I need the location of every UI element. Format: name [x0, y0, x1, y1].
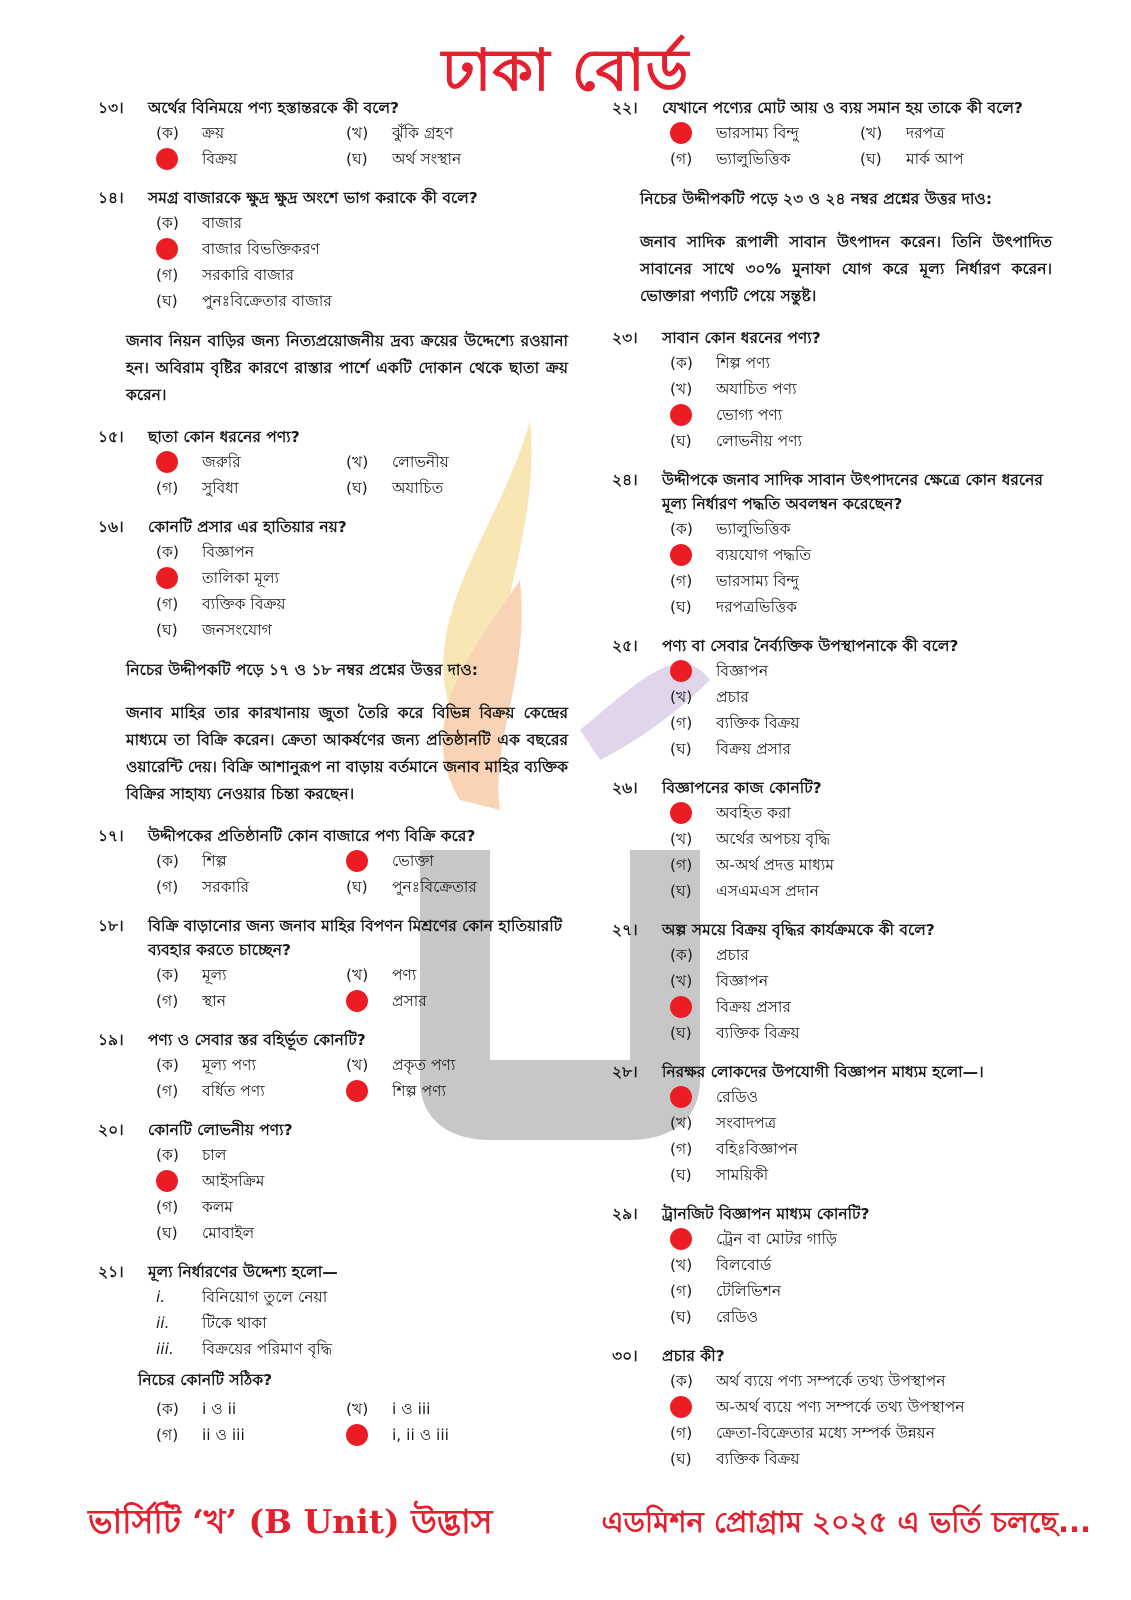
- answer-dot-icon: [670, 1086, 692, 1108]
- answer-dot-icon: [670, 802, 692, 824]
- option-kha[interactable]: (খ) অযাচিত পণ্য: [670, 380, 797, 398]
- question-19: [98, 1028, 568, 1104]
- question-14: [98, 186, 568, 314]
- option-kha-answer[interactable]: আইসক্রিম: [156, 1168, 568, 1194]
- question-24: [612, 468, 1052, 620]
- option-ka[interactable]: (ক) শিল্প: [156, 852, 227, 870]
- page-title: ঢাকা বোর্ড: [441, 36, 690, 104]
- option-ka-answer[interactable]: রেডিও: [670, 1084, 1052, 1110]
- question-number: ১৯।: [98, 1031, 124, 1049]
- question-text: সাবান কোন ধরনের পণ্য?: [662, 329, 821, 347]
- question-20: [98, 1118, 568, 1246]
- question-number: ২৭।: [612, 921, 638, 939]
- option-gha[interactable]: (ঘ) দরপত্রভিত্তিক: [670, 598, 797, 616]
- question-text: নিরক্ষর লোকদের উপযোগী বিজ্ঞাপন মাধ্যম হলো—।: [662, 1063, 984, 1081]
- question-text: সমগ্র বাজারকে ক্ষুদ্র ক্ষুদ্র অংশে ভাগ করাকে কী বলে?: [148, 189, 478, 207]
- option-kha[interactable]: (খ) সংবাদপত্র: [670, 1114, 777, 1132]
- statement-item: iii. বিক্রয়ের পরিমাণ বৃদ্ধি: [156, 1340, 333, 1358]
- option-ka-answer[interactable]: অবহিত করা: [670, 800, 1052, 826]
- stimulus-heading: নিচের উদ্দীপকটি পড়ে ১৭ ও ১৮ নম্বর প্রশ্নের উত্তর দাও:: [126, 661, 478, 679]
- question-23: [612, 326, 1052, 454]
- question-number: ২৩।: [612, 329, 638, 347]
- option-kha-answer[interactable]: তালিকা মূল্য: [156, 565, 568, 591]
- option-gha[interactable]: (ঘ) ব্যক্তিক বিক্রয়: [670, 1024, 800, 1042]
- option-gha[interactable]: (ঘ) পুনঃবিক্রেতার বাজার: [156, 292, 332, 310]
- question-13: [98, 96, 568, 172]
- question-26: [612, 776, 1052, 904]
- question-number: ২৪।: [612, 471, 638, 489]
- answer-dot-icon: [346, 1080, 368, 1102]
- question-number: ১৮।: [98, 917, 124, 935]
- option-kha[interactable]: (খ) বিলবোর্ড: [670, 1256, 772, 1274]
- option-gha[interactable]: (ঘ) জনসংযোগ: [156, 621, 272, 639]
- option-ka[interactable]: (ক) অর্থ ব্যয়ে পণ্য সম্পর্কে তথ্য উপস্থাপন: [670, 1372, 946, 1390]
- question-number: ২৯।: [612, 1205, 638, 1223]
- question-25: [612, 634, 1052, 762]
- option-ga-answer[interactable]: বিক্রয়: [156, 146, 346, 172]
- option-gha[interactable]: (ঘ) সাময়িকী: [670, 1166, 769, 1184]
- question-text: পণ্য ও সেবার স্তর বহির্ভূত কোনটি?: [148, 1031, 366, 1049]
- option-kha[interactable]: (খ) i ও iii: [346, 1400, 431, 1418]
- option-ga[interactable]: (গ) ব্যক্তিক বিক্রয়: [670, 714, 800, 732]
- answer-dot-icon: [670, 1396, 692, 1418]
- option-ka[interactable]: (ক) বাজার: [156, 214, 243, 232]
- question-21: [98, 1260, 568, 1448]
- option-kha[interactable]: (খ) পণ্য: [346, 966, 417, 984]
- question-text: ট্রানজিট বিজ্ঞাপন মাধ্যম কোনটি?: [662, 1205, 870, 1223]
- option-kha[interactable]: (খ) দরপত্র: [860, 124, 945, 142]
- option-gha[interactable]: (ঘ) পুনঃবিক্রেতার: [346, 878, 477, 896]
- question-text: কোনটি লোভনীয় পণ্য?: [148, 1121, 293, 1139]
- question-number: ৩০।: [612, 1347, 638, 1365]
- answer-dot-icon: [670, 544, 692, 566]
- option-ga[interactable]: (গ) অ-অর্থ প্রদত্ত মাধ্যম: [670, 856, 835, 874]
- footer-brand: ভার্সিটি ‘খ’ (B Unit) উদ্ভাস: [88, 1502, 493, 1541]
- option-ga[interactable]: (গ) ব্যক্তিক বিক্রয়: [156, 595, 286, 613]
- option-ga[interactable]: (গ) কলম: [156, 1198, 234, 1216]
- option-gha-answer[interactable]: i, ii ও iii: [346, 1422, 536, 1448]
- answer-dot-icon: [346, 850, 368, 872]
- option-ga[interactable]: (গ) বর্ধিত পণ্য: [156, 1082, 265, 1100]
- option-ga[interactable]: (গ) টেলিভিশন: [670, 1282, 782, 1300]
- sub-question: নিচের কোনটি সঠিক?: [138, 1371, 273, 1389]
- option-ka[interactable]: (ক) শিল্প পণ্য: [670, 354, 770, 372]
- question-text: মূল্য নির্ধারণের উদ্দেশ্য হলো—: [148, 1263, 338, 1281]
- option-gha-answer[interactable]: প্রসার: [346, 988, 536, 1014]
- option-ga-answer[interactable]: ভোগ্য পণ্য: [670, 402, 1052, 428]
- option-ga[interactable]: (গ) বহিঃবিজ্ঞাপন: [670, 1140, 798, 1158]
- question-text: বিজ্ঞাপনের কাজ কোনটি?: [662, 779, 822, 797]
- answer-dot-icon: [670, 122, 692, 144]
- option-gha-answer[interactable]: শিল্প পণ্য: [346, 1078, 536, 1104]
- option-ka[interactable]: (ক) চাল: [156, 1146, 227, 1164]
- option-kha[interactable]: (খ) বিজ্ঞাপন: [670, 972, 769, 990]
- question-29: [612, 1202, 1052, 1330]
- question-15: [98, 425, 568, 501]
- option-gha[interactable]: (ঘ) অযাচিত: [346, 479, 444, 497]
- question-text: উদ্দীপকে জনাব সাদিক সাবান উৎপাদনের ক্ষেত্রে কোন ধরনের মূল্য নির্ধারণ পদ্ধতি অবলম্বন করেছেন?: [662, 471, 1043, 513]
- statement-item: ii. টিকে থাকা: [156, 1314, 267, 1332]
- question-text: প্রচার কী?: [662, 1347, 725, 1365]
- option-kha-answer[interactable]: বাজার বিভক্তিকরণ: [156, 236, 568, 262]
- option-kha[interactable]: (খ) প্রচার: [670, 688, 749, 706]
- option-gha[interactable]: (ঘ) মার্ক আপ: [860, 150, 964, 168]
- question-number: ২৫।: [612, 637, 638, 655]
- option-kha-answer[interactable]: ভোক্তা: [346, 848, 536, 874]
- option-ga[interactable]: (গ) ক্রেতা-বিক্রেতার মধ্যে সম্পর্ক উন্নয়ন: [670, 1424, 936, 1442]
- option-ka-answer[interactable]: ভারসাম্য বিন্দু: [670, 120, 860, 146]
- answer-dot-icon: [156, 451, 178, 473]
- option-ga[interactable]: (গ) সরকারি: [156, 878, 250, 896]
- question-number: ২৬।: [612, 779, 638, 797]
- option-ka-answer[interactable]: জরুরি: [156, 449, 346, 475]
- option-ka[interactable]: (ক) প্রচার: [670, 946, 749, 964]
- option-ga-answer[interactable]: বিক্রয় প্রসার: [670, 994, 1052, 1020]
- answer-dot-icon: [670, 1228, 692, 1250]
- question-text: বিক্রি বাড়ানোর জন্য জনাব মাহির বিপণন মিশ্রণের কোন হাতিয়ারটি ব্যবহার করতে চাচ্ছেন?: [148, 917, 563, 959]
- option-ka[interactable]: (ক) ভ্যালুভিত্তিক: [670, 520, 791, 538]
- answer-dot-icon: [156, 1170, 178, 1192]
- answer-dot-icon: [156, 567, 178, 589]
- option-ka[interactable]: (ক) ক্রয়: [156, 124, 225, 142]
- question-text: কোনটি প্রসার এর হাতিয়ার নয়?: [148, 518, 347, 536]
- question-number: ১৪।: [98, 189, 124, 207]
- option-kha-answer[interactable]: অ-অর্থ ব্যয়ে পণ্য সম্পর্কে তথ্য উপস্থাপন: [670, 1394, 1052, 1420]
- question-17: [98, 824, 568, 900]
- stimulus-text: জনাব নিয়ন বাড়ির জন্য নিত্যপ্রয়োজনীয় দ্রব্য ক্রয়ের উদ্দেশ্যে রওয়ানা হন। অবিরাম বৃষ্টির কারণে রাস্তার পার্শে একটি দোকান থেকে ছাতা ক্রয় করেন।: [126, 332, 568, 404]
- question-text: অর্থের বিনিময়ে পণ্য হস্তান্তরকে কী বলে?: [148, 99, 400, 117]
- footer-admission-notice: এডমিশন প্রোগ্রাম ২০২৫ এ ভর্তি চলছে...: [601, 1505, 1091, 1539]
- question-number: ১৭।: [98, 827, 124, 845]
- option-ka[interactable]: (ক) বিজ্ঞাপন: [156, 543, 255, 561]
- question-number: ১৩।: [98, 99, 124, 117]
- option-ka-answer[interactable]: বিজ্ঞাপন: [670, 658, 1052, 684]
- option-kha[interactable]: (খ) প্রকৃত পণ্য: [346, 1056, 456, 1074]
- answer-dot-icon: [156, 148, 178, 170]
- answer-dot-icon: [346, 990, 368, 1012]
- option-kha[interactable]: (খ) ঝুঁকি গ্রহণ: [346, 124, 454, 142]
- question-number: ২০।: [98, 1121, 124, 1139]
- option-gha[interactable]: (ঘ) বিক্রয় প্রসার: [670, 740, 791, 758]
- option-ka-answer[interactable]: ট্রেন বা মোটর গাড়ি: [670, 1226, 1052, 1252]
- option-ga[interactable]: (গ) ii ও iii: [156, 1426, 245, 1444]
- option-gha[interactable]: (ঘ) অর্থ সংস্থান: [346, 150, 462, 168]
- question-30: [612, 1344, 1052, 1472]
- question-16: [98, 515, 568, 643]
- stimulus-text: জনাব মাহির তার কারখানায় জুতা তৈরি করে বিভিন্ন বিক্রয় কেন্দ্রের মাধ্যমে তা বিক্রি করেন। ক্রেতা আকর্ষণের জন্য প্রতিষ্ঠানটি এক বছরের ওয়ারেন্টি দেয়। বিক্রি আশানুরূপ না বাড়ায় বর্তমানে জনাব মাহির ব্যক্তিক বিক্রির সাহায্য নেওয়ার চিন্তা করছেন।: [126, 704, 568, 803]
- option-gha[interactable]: (ঘ) এসএমএস প্রদান: [670, 882, 819, 900]
- option-gha[interactable]: (ঘ) ব্যক্তিক বিক্রয়: [670, 1450, 800, 1468]
- question-number: ২২।: [612, 99, 638, 117]
- question-18: [98, 914, 568, 1014]
- question-text: যেখানে পণ্যের মোট আয় ও ব্যয় সমান হয় তাকে কী বলে?: [662, 99, 1023, 117]
- option-ga[interactable]: (গ) ভারসাম্য বিন্দু: [670, 572, 799, 590]
- question-number: ২১।: [98, 1263, 124, 1281]
- question-text: অল্প সময়ে বিক্রয় বৃদ্ধির কার্যক্রমকে কী বলে?: [662, 921, 935, 939]
- question-text: উদ্দীপকের প্রতিষ্ঠানটি কোন বাজারে পণ্য বিক্রি করে?: [148, 827, 476, 845]
- option-ka[interactable]: (ক) i ও ii: [156, 1400, 237, 1418]
- option-gha[interactable]: (ঘ) লোভনীয় পণ্য: [670, 432, 803, 450]
- option-ka[interactable]: (ক) মূল্য পণ্য: [156, 1056, 256, 1074]
- stimulus-heading: নিচের উদ্দীপকটি পড়ে ২৩ ও ২৪ নম্বর প্রশ্নের উত্তর দাও:: [640, 190, 993, 208]
- answer-dot-icon: [670, 404, 692, 426]
- question-number: ১৫।: [98, 428, 124, 446]
- question-text: ছাতা কোন ধরনের পণ্য?: [148, 428, 300, 446]
- question-22: [612, 96, 1052, 172]
- option-gha[interactable]: (ঘ) রেডিও: [670, 1308, 759, 1326]
- answer-dot-icon: [156, 238, 178, 260]
- option-ga[interactable]: (গ) স্থান: [156, 992, 227, 1010]
- question-text: পণ্য বা সেবার নৈর্ব্যক্তিক উপস্থাপনাকে কী বলে?: [662, 637, 959, 655]
- option-kha[interactable]: (খ) লোভনীয়: [346, 453, 449, 471]
- option-ga[interactable]: (গ) সুবিধা: [156, 479, 239, 497]
- answer-dot-icon: [670, 660, 692, 682]
- right-column: [612, 96, 1052, 1486]
- question-28: [612, 1060, 1052, 1188]
- statement-item: i. বিনিয়োগ তুলে নেয়া: [156, 1288, 328, 1306]
- option-ga[interactable]: (গ) সরকারি বাজার: [156, 266, 295, 284]
- left-column: [98, 96, 568, 1462]
- option-kha-answer[interactable]: ব্যয়যোগ পদ্ধতি: [670, 542, 1052, 568]
- answer-dot-icon: [670, 996, 692, 1018]
- question-number: ১৬।: [98, 518, 124, 536]
- option-ka[interactable]: (ক) মূল্য: [156, 966, 227, 984]
- option-ga[interactable]: (গ) ভ্যালুভিত্তিক: [670, 150, 791, 168]
- question-number: ২৮।: [612, 1063, 638, 1081]
- option-gha[interactable]: (ঘ) মোবাইল: [156, 1224, 255, 1242]
- stimulus-text: জনাব সাদিক রূপালী সাবান উৎপাদন করেন। তিনি উৎপাদিত সাবানের সাথে ৩০% মুনাফা যোগ করে মূল্য নির্ধারণ করেন। ভোক্তারা পণ্যটি পেয়ে সন্তুষ্ট।: [640, 233, 1052, 305]
- option-kha[interactable]: (খ) অর্থের অপচয় বৃদ্ধি: [670, 830, 830, 848]
- question-27: [612, 918, 1052, 1046]
- answer-dot-icon: [346, 1424, 368, 1446]
